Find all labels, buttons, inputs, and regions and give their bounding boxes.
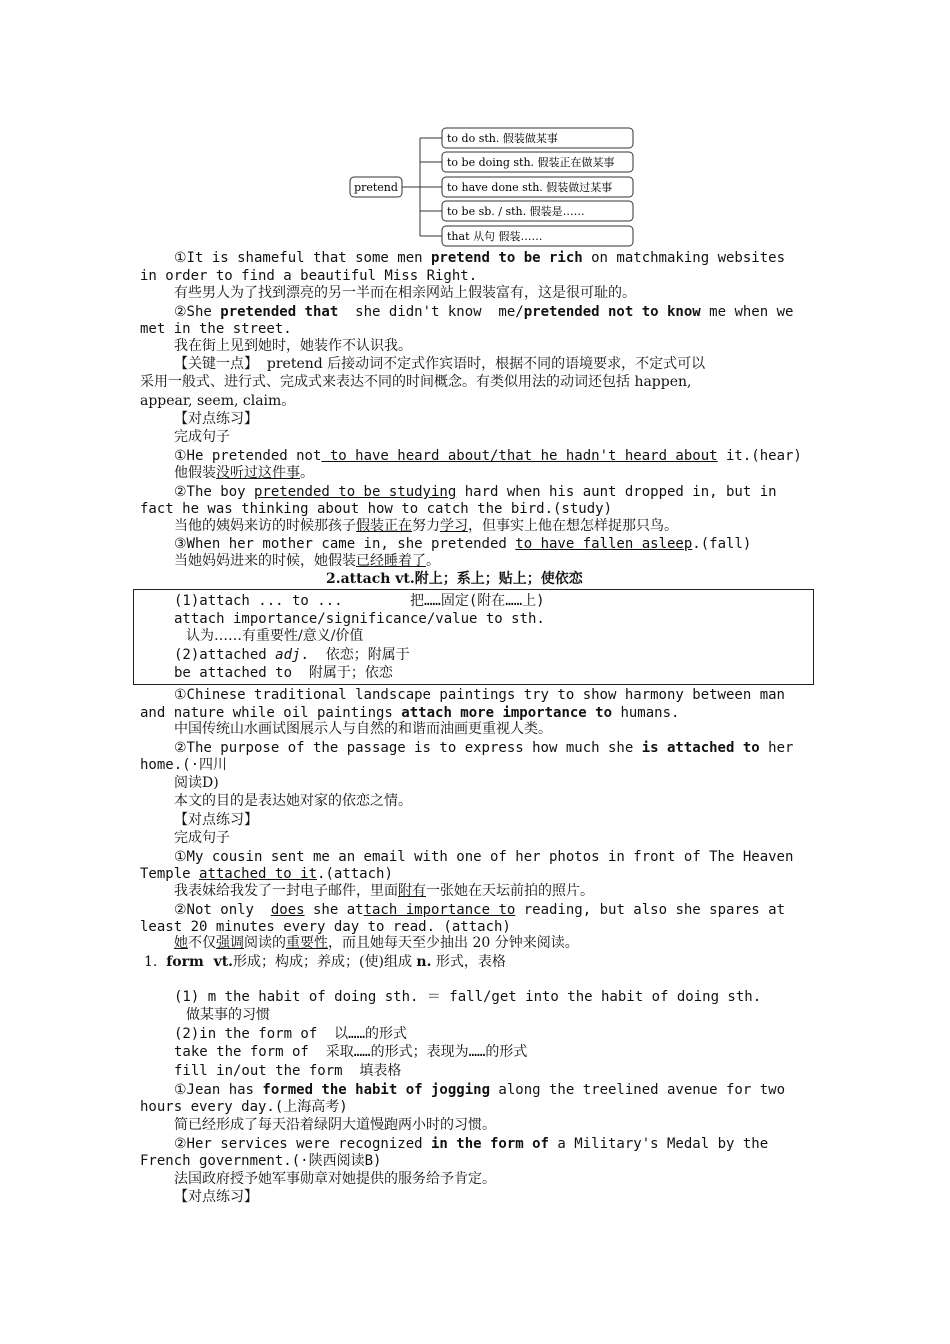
svg-text:that 从句 假装……: that 从句 假装…… [447, 230, 543, 243]
practice-item-cont: Temple attached to it.(attach) [140, 866, 393, 882]
example-translation: 有些男人为了找到漂亮的另一半而在相亲网站上假装富有，这是很可耻的。 [174, 285, 636, 301]
key-point: 采用一般式、进行式、完成式来表达不同的时间概念。有类似用法的动词还包括 happen, [140, 374, 692, 390]
practice-subtitle: 完成句子 [174, 429, 230, 445]
key-point: 【关键一点】 pretend 后接动词不定式作宾语时，根据不同的语境要求，不定式可以 [174, 356, 706, 372]
practice-item: ①He pretended not to have heard about/that he hadn't heard about it.(hear) [174, 448, 802, 464]
example-sentence-cont: home.(·四川 [140, 757, 228, 773]
example-sentence-cont: met in the street. [140, 321, 292, 337]
example-source: 阅读D) [174, 775, 219, 791]
practice-item-cont: least 20 minutes every day to read. (attach) [140, 919, 511, 935]
example-sentence: ②Her services were recognized in the form of a Military's Medal by the [174, 1136, 769, 1152]
usage-line: fill in/out the form 填表格 [174, 1063, 402, 1079]
practice-item: ②The boy pretended to be studying hard when his aunt dropped in, but in [174, 484, 777, 500]
practice-title: 【对点练习】 [174, 1189, 258, 1205]
example-sentence-cont: and nature while oil paintings attach more importance to humans. [140, 705, 680, 721]
example-translation: 本文的目的是表达她对家的依恋之情。 [174, 793, 412, 809]
example-sentence-cont: hours every day.(上海高考) [140, 1099, 348, 1115]
practice-item: ①My cousin sent me an email with one of her photos in front of The Heaven [174, 849, 794, 865]
example-translation: 法国政府授予她军事勋章对她提供的服务给予肯定。 [174, 1171, 496, 1187]
diagram-branch [442, 177, 633, 197]
example-sentence: ②She pretended that she didn't know me/pretended not to know me when we [174, 304, 794, 320]
example-sentence: ①It is shameful that some men pretend to be rich on matchmaking websites [174, 250, 785, 266]
key-point: appear, seem, claim。 [140, 393, 296, 409]
section-heading-attach: 2.attach vt.附上；系上；贴上；使依恋 [326, 571, 583, 587]
example-sentence-cont: in order to find a beautiful Miss Right. [140, 268, 478, 284]
practice-translation: 当她妈妈进来的时候，她假装已经睡着了。 [174, 553, 440, 569]
diagram-branch [442, 226, 633, 246]
svg-text:to be doing sth. 假装正在做某事: to be doing sth. 假装正在做某事 [447, 156, 615, 169]
example-sentence-cont: French government.(·陕西阅读B) [140, 1153, 382, 1169]
svg-text:to have done sth. 假装做过某事: to have done sth. 假装做过某事 [447, 181, 613, 194]
diagram-connectors [402, 138, 442, 236]
diagram-branch [442, 152, 633, 172]
practice-title: 【对点练习】 [174, 812, 258, 828]
example-translation: 我在街上见到她时，她装作不认识我。 [174, 338, 412, 354]
svg-text:pretend: pretend [354, 181, 398, 194]
diagram-center-node [350, 177, 402, 197]
diagram-branch [442, 128, 633, 148]
practice-translation: 她不仅强调阅读的重要性，而且她每天至少抽出 20 分钟来阅读。 [174, 935, 579, 951]
usage-line: 做某事的习惯 [186, 1007, 270, 1023]
usage-line: attach importance/significance/value to sth. [174, 611, 545, 627]
practice-translation: 当他的姨妈来访的时候那孩子假装正在努力学习，但事实上他在想怎样捉那只鸟。 [174, 518, 678, 534]
pretend-diagram [340, 122, 640, 250]
example-sentence: ①Chinese traditional landscape paintings try to show harmony between man [174, 687, 785, 703]
usage-line: take the form of 采取……的形式；表现为……的形式 [174, 1044, 528, 1060]
diagram-branch [442, 201, 633, 221]
usage-line: 认为……有重要性/意义/价值 [186, 628, 364, 644]
usage-line: (2)attached adj. 依恋；附属于 [174, 647, 410, 663]
practice-item: ③When her mother came in, she pretended to have fallen asleep.(fall) [174, 536, 752, 552]
example-sentence: ①Jean has formed the habit of jogging along the treelined avenue for two [174, 1082, 786, 1098]
usage-line: (2)in the form of 以……的形式 [174, 1026, 408, 1042]
practice-item-cont: fact he was thinking about how to catch the bird.(study) [140, 501, 613, 517]
svg-text:to be sb. / sth. 假装是……: to be sb. / sth. 假装是…… [447, 205, 585, 218]
usage-line: (1) m the habit of doing sth. ＝ fall/get into the habit of doing sth. [174, 989, 762, 1005]
section-heading-form: 1. form vt.形成；构成；养成；(使)组成 n. 形式，表格 [144, 954, 506, 970]
practice-translation: 我表妹给我发了一封电子邮件，里面附有一张她在天坛前拍的照片。 [174, 883, 594, 899]
practice-title: 【对点练习】 [174, 411, 258, 427]
practice-subtitle: 完成句子 [174, 830, 230, 846]
usage-line: be attached to 附属于；依恋 [174, 665, 393, 681]
svg-text:to do sth. 假装做某事: to do sth. 假装做某事 [447, 132, 558, 145]
practice-translation: 他假装没听过这件事。 [174, 465, 314, 481]
example-sentence: ②The purpose of the passage is to express how much she is attached to her [174, 740, 794, 756]
usage-line: (1)attach ... to ... 把……固定(附在……上) [174, 593, 545, 609]
example-translation: 简已经形成了每天沿着绿阴大道慢跑两小时的习惯。 [174, 1117, 496, 1133]
example-translation: 中国传统山水画试图展示人与自然的和谐而油画更重视人类。 [174, 721, 552, 737]
practice-item: ②Not only does she attach importance to reading, but also she spares at [174, 902, 786, 918]
